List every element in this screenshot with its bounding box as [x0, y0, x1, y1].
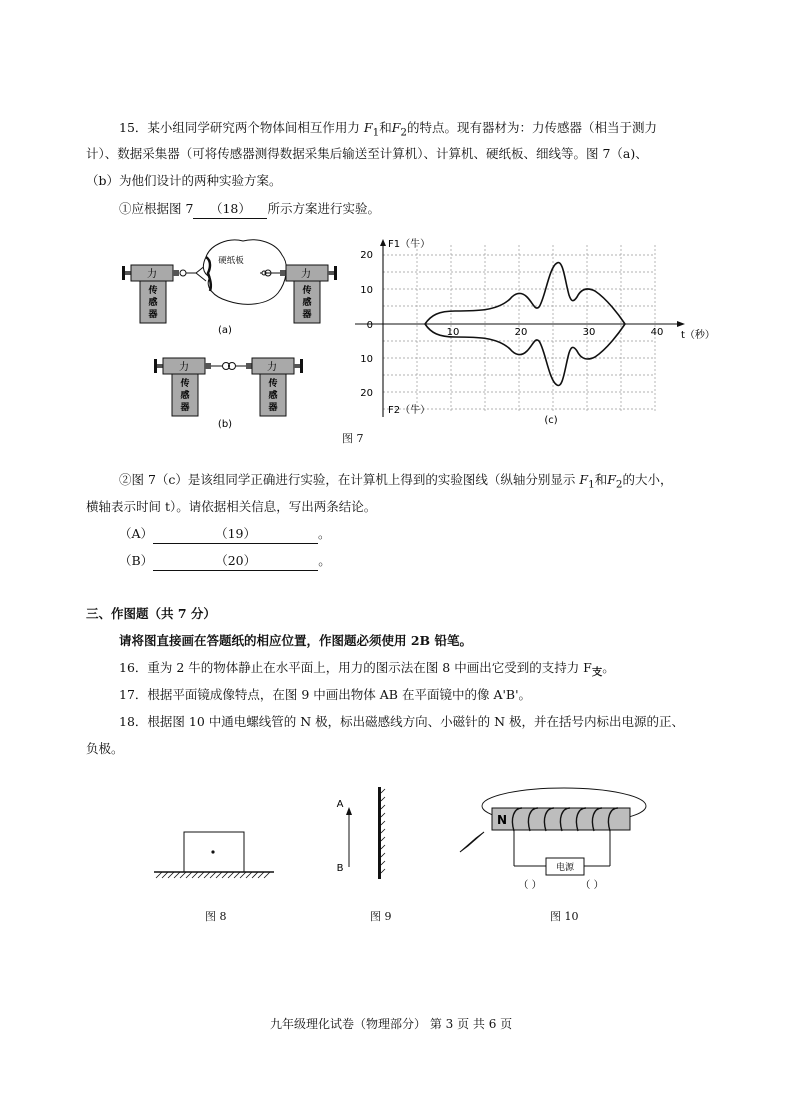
and-text: 和: [379, 120, 392, 135]
x-tick: 40: [650, 327, 664, 338]
q15-part2-line2: 横轴表示时间 t）。请依据相关信息，写出两条结论。: [86, 499, 377, 514]
y-bottom-label: F2（牛）: [388, 405, 431, 416]
sensor-label: 力: [179, 362, 189, 373]
figure8-caption: 图 8: [205, 910, 227, 923]
sensor-char: 器: [180, 403, 190, 413]
answer-blank-19[interactable]: （19）: [153, 525, 318, 544]
q15-part2-line1: [119, 471, 673, 494]
f1-subscript: 1: [372, 126, 380, 139]
answer-blank-18[interactable]: （18）: [193, 200, 267, 219]
answer-a-label: （A）: [119, 526, 154, 541]
sensor-a-right: [280, 265, 337, 323]
sensor-char: 传: [268, 379, 278, 389]
answer-b-label: （B）: [119, 553, 154, 568]
sensor-b-right: [246, 358, 303, 416]
sensor-char: 感: [302, 298, 312, 308]
answer-blank-20[interactable]: （20）: [153, 552, 318, 571]
figure7-graph: [355, 235, 725, 430]
polarity-blank-left[interactable]: （ ）: [518, 880, 542, 891]
figure10-caption: 图 10: [550, 910, 579, 923]
sensor-char: 器: [148, 310, 158, 320]
q15-line-3: （b）为他们设计的两种实验方案。: [86, 173, 282, 188]
caption-c: (c): [544, 415, 558, 426]
figure9-caption: 图 9: [370, 910, 392, 923]
section3-instruction: 请将图直接画在答题纸的相应位置，作图题必须使用 2B 铅笔。: [119, 633, 472, 648]
f1-symbol: F: [579, 472, 589, 487]
q16-end: 。: [602, 660, 615, 675]
q17: 17．根据平面镜成像特点，在图 9 中画出物体 AB 在平面镜中的像 A'B'。: [119, 687, 532, 702]
f2-symbol: F: [391, 120, 401, 135]
q15-text: 某小组同学研究两个物体间相互作用力: [147, 120, 364, 135]
f2-subscript: 2: [400, 126, 408, 139]
figure7-apparatus: [118, 235, 358, 435]
y-top-label: F1（牛）: [388, 239, 431, 250]
part1-text: ①应根据图 7: [119, 201, 194, 216]
part2-text-end: 的大小，: [622, 472, 673, 487]
q15-number: 15．: [119, 120, 148, 135]
q16-subscript: 支: [591, 666, 603, 679]
f1-subscript: 1: [588, 478, 595, 491]
x-axis-label: t（秒）: [681, 330, 715, 341]
answer-a-row: [119, 525, 331, 544]
q15-text-cont: 的特点。现有器材为：力传感器（相当于测力: [407, 120, 658, 135]
n-pole-label: N: [496, 813, 508, 827]
answer-b-row: [119, 552, 331, 571]
figure7-title: 图 7: [342, 432, 364, 445]
x-tick: 30: [582, 327, 596, 338]
sensor-char: 器: [268, 403, 278, 413]
q15-line-2: 计）、数据采集器（可将传感器测得数据采集后输送至计算机）、计算机、硬纸板、细线等。图 7（a)、: [86, 146, 648, 161]
f1-symbol: F: [363, 120, 373, 135]
sensor-b-left: [154, 358, 211, 416]
q18-line2: 负极。: [86, 741, 124, 756]
y-tick: 0: [366, 320, 373, 331]
caption-a: (a): [218, 325, 232, 336]
part2-text: ②图 7（c）是该组同学正确进行实验，在计算机上得到的实验图线（纵轴分别显示: [119, 472, 580, 487]
q15-line-1: [119, 119, 657, 142]
period: 。: [318, 553, 331, 568]
section3-title: 三、作图题（共 7 分）: [86, 606, 216, 621]
x-tick: 20: [514, 327, 528, 338]
figure10: [450, 778, 650, 893]
page-footer: 九年级理化试卷（物理部分） 第 3 页 共 6 页: [270, 1017, 513, 1031]
sensor-char: 感: [148, 298, 158, 308]
y-tick: 10: [360, 285, 373, 296]
sensor-char: 传: [148, 286, 158, 296]
cardboard-label: 硬纸板: [218, 256, 244, 266]
caption-b: (b): [217, 419, 233, 430]
plane-mirror: [378, 787, 381, 879]
part1-text-end: 所示方案进行实验。: [267, 201, 380, 216]
sensor-label: 力: [147, 269, 157, 280]
x-tick: 10: [446, 327, 460, 338]
point-a-label: A: [336, 799, 344, 810]
sensor-label: 力: [301, 269, 311, 280]
q15-part1: [119, 200, 380, 219]
y-tick: 10: [360, 354, 373, 365]
sensor-char: 传: [180, 379, 190, 389]
figure9: [330, 785, 400, 885]
q18-line1: 18．根据图 10 中通电螺线管的 N 极，标出磁感线方向、小磁针的 N 极，并在括号内标出电源的正、: [119, 714, 685, 729]
sensor-label: 力: [267, 362, 277, 373]
f2-symbol: F: [607, 472, 616, 487]
point-b-label: B: [336, 863, 344, 874]
q16: [119, 659, 615, 682]
period: 。: [318, 526, 331, 541]
figure8: [150, 825, 280, 885]
sensor-a-left: [122, 265, 179, 323]
sensor-char: 感: [268, 391, 278, 401]
y-tick: 20: [360, 388, 373, 399]
q16-text: 16．重为 2 牛的物体静止在水平面上，用力的图示法在图 8 中画出它受到的支持力 F: [119, 660, 592, 675]
sensor-char: 感: [180, 391, 190, 401]
compass-needle: [460, 832, 484, 852]
y-tick: 20: [360, 250, 373, 261]
and-text: 和: [594, 472, 608, 487]
sensor-char: 传: [302, 286, 312, 296]
power-label: 电源: [555, 863, 575, 873]
sensor-char: 器: [302, 310, 312, 320]
polarity-blank-right[interactable]: （ ）: [580, 880, 604, 891]
f2-subscript: 2: [615, 478, 623, 491]
